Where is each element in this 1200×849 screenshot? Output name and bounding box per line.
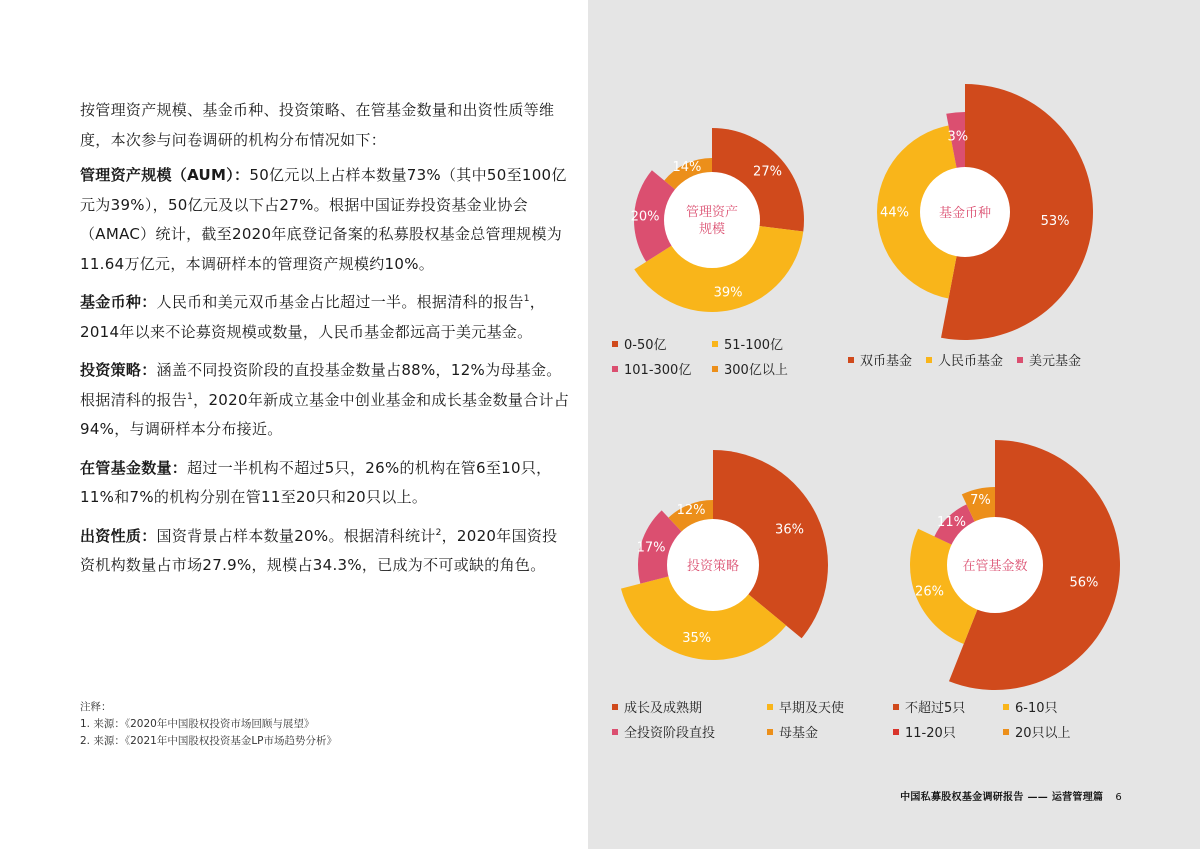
legend-label: 不超过5只: [905, 701, 966, 716]
paragraph-title: 在管基金数量：: [80, 458, 188, 477]
legend-label: 20只以上: [1015, 726, 1071, 741]
legend-item: [767, 697, 857, 716]
slice-label: 17%: [636, 540, 666, 556]
slice-label: 36%: [775, 522, 804, 538]
legend-item: [712, 359, 802, 378]
paragraph-body: ，2014年以来不论募资规模或数量，人民币基金都远高于美元基金。: [80, 293, 546, 341]
legend-currency: [848, 350, 1081, 369]
legend-label: 早期及天使: [779, 701, 845, 716]
legend-label: 全投资阶段直投: [624, 726, 716, 741]
legend-swatch: [612, 341, 618, 347]
legend-swatch: [712, 366, 718, 372]
legend-label: 母基金: [779, 726, 819, 741]
pie-chart-1: [877, 84, 1093, 340]
legend-item: [1003, 697, 1093, 716]
paragraph-body: 涵盖不同投资阶段的直投基金数量占88%，12%为母基金。根据清科的报告: [80, 361, 562, 409]
legend-item: [1003, 722, 1093, 741]
legend-swatch: [712, 341, 718, 347]
center-label: 基金币种: [938, 206, 992, 221]
legend-item: [612, 359, 702, 378]
legend-swatch: [612, 704, 618, 710]
slice-label: 35%: [682, 631, 712, 647]
paragraph-body: 人民币和美元双币基金占比超过一半。根据清科的报告: [156, 293, 524, 311]
pie-chart-3: [910, 440, 1120, 690]
legend-swatch: [893, 729, 899, 735]
legend-item: [848, 350, 912, 369]
legend-swatch: [612, 366, 618, 372]
slice-label: 53%: [1040, 214, 1070, 229]
footnote-ref: 1: [187, 391, 194, 402]
pie-chart-0: [631, 128, 804, 312]
paragraph-title: 出资性质：: [80, 526, 157, 545]
paragraph-body: 50亿元以上占样本数量73%（其中50至100亿元为39%），50亿元及以下占27%。根据中国证券投资基金业协会（AMAC）统计，截至2020年底登记备案的私募股权基金总管理规模为11.64万亿元，本调研样本的管理资产规模约10%。: [80, 166, 567, 273]
paragraph-body: 超过一半机构不超过5只，26%的机构在管6至10只，11%和7%的机构分别在管11至20只和20只以上。: [80, 458, 552, 506]
legend-item: [767, 722, 857, 741]
legend-swatch: [767, 704, 773, 710]
legend-label: 101-300亿: [624, 363, 692, 378]
slice-label: 27%: [753, 164, 782, 180]
legend-label: 6-10只: [1015, 701, 1058, 716]
legend-label: 0-50亿: [624, 338, 667, 353]
center-label: 投资策略: [686, 559, 740, 574]
page-footer: [900, 788, 1122, 803]
paragraph-body: ，2020年新成立基金中创业基金和成长基金数量合计占94%，与调研样本分布接近。: [80, 390, 570, 438]
intro-paragraph: 按管理资产规模、基金币种、投资策略、在管基金数量和出资性质等维度，本次参与问卷调研的机构分布情况如下：: [80, 101, 555, 149]
legend-swatch: [767, 729, 773, 735]
legend-label: 成长及成熟期: [624, 701, 703, 716]
legend-label: 美元基金: [1029, 354, 1082, 369]
footnote-item: 1. 来源：《2020年中国股权投资市场回顾与展望》: [80, 718, 315, 730]
slice-label: 3%: [947, 129, 969, 145]
slice-label: 11%: [937, 515, 966, 530]
legend-item: [926, 350, 1003, 369]
slice-label: 26%: [915, 584, 944, 600]
legend-label: 人民币基金: [938, 354, 1004, 369]
legend-aum: [612, 334, 802, 378]
paragraph-body: ，2020年国资投资机构数量占市场27.9%，规模占34.3%，已成为不可或缺的角色。: [80, 526, 558, 574]
legend-label: 51-100亿: [724, 338, 784, 353]
pie-center: [664, 172, 760, 268]
legend-fund-count: [893, 697, 1093, 741]
footnotes-heading: 注释：: [80, 701, 112, 713]
legend-item: [893, 722, 993, 741]
legend-item: [612, 334, 702, 353]
slice-label: 56%: [1069, 575, 1099, 591]
footer-title: 中国私募股权基金调研报告 —— 运营管理篇: [900, 792, 1104, 803]
legend-item: [1017, 350, 1081, 369]
legend-label: 300亿以上: [724, 363, 788, 378]
center-label: 管理资产规模: [685, 205, 739, 237]
footnote-ref: 1: [523, 294, 530, 304]
legend-swatch: [893, 704, 899, 710]
legend-swatch: [612, 729, 618, 735]
legend-label: 11-20只: [905, 726, 956, 741]
footnote-ref: 2: [435, 527, 442, 538]
legend-swatch: [1003, 729, 1009, 735]
slice-label: 39%: [713, 285, 743, 301]
legend-item: [712, 334, 802, 353]
legend-item: [893, 697, 993, 716]
slice-label: 14%: [672, 160, 702, 176]
legend-swatch: [926, 357, 932, 363]
legend-swatch: [1003, 704, 1009, 710]
paragraph-title: 投资策略：: [80, 361, 157, 379]
slice-label: 20%: [630, 209, 660, 225]
page-number: 6: [1115, 792, 1122, 803]
center-label: 在管基金数: [962, 559, 1028, 574]
pie-chart-2: [621, 450, 828, 660]
slice-label: 44%: [880, 205, 909, 221]
paragraph-title: 基金币种：: [80, 293, 157, 311]
paragraph-body: 国资背景占样本数量20%。根据清科统计: [156, 526, 436, 545]
slice-label: 7%: [970, 493, 991, 509]
legend-swatch: [1017, 357, 1023, 363]
legend-swatch: [848, 357, 854, 363]
legend-item: [612, 722, 757, 741]
footnote-item: 2. 来源：《2021年中国股权投资基金LP市场趋势分析》: [80, 735, 338, 747]
legend-label: 双币基金: [860, 354, 913, 369]
slice-label: 12%: [676, 503, 706, 519]
legend-item: [612, 697, 757, 716]
legend-strategy: [612, 697, 857, 741]
paragraph-title: 管理资产规模（AUM）：: [80, 166, 250, 184]
